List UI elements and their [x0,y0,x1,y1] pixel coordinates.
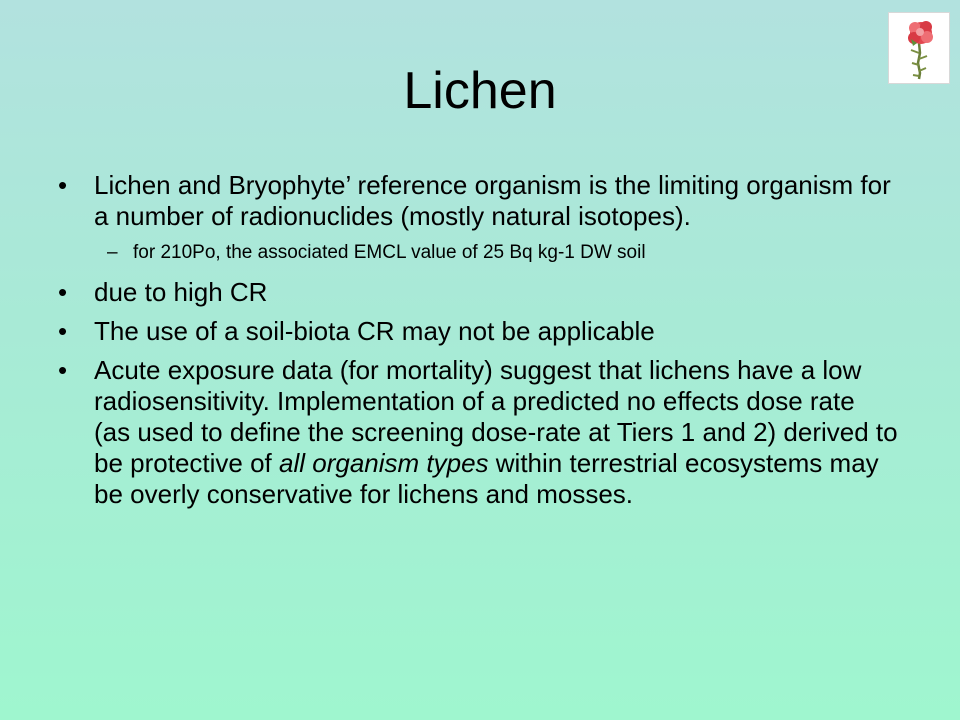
bullet-text: The use of a soil-biota CR may not be applicable [94,316,655,346]
bullet-text [94,355,898,509]
bullet-item [58,316,898,347]
bullet-marker: • [58,170,68,200]
bullet-marker: • [58,277,68,307]
bullet-text-emphasis: all organism types [279,448,489,478]
bullet-marker: • [58,316,68,346]
bullet-text: Lichen and Bryophyte’ reference organism is the limiting organism for a number of radionuclides (mostly natural isotopes). [94,170,891,231]
dash-marker: – [107,242,118,263]
sub-bullet-item [107,241,898,265]
bullet-text-part: within terrestrial ecosystems may be overly conservative for lichens and mosses. [94,448,879,509]
bullet-item [58,355,898,510]
bullet-text-part: Acute exposure data (for mortality) suggest that lichens have a low radiosensitivity. Implementation of a predicted no effects dose rate (as used to define the screening dose-rate at Tiers 1 and 2) derived to be protective of [94,355,898,478]
bullet-item [58,277,898,308]
bullet-item [58,170,898,232]
bullet-list [58,170,898,518]
bullet-marker: • [58,355,68,385]
flower-logo [888,12,950,84]
sub-bullet-text: for 210Po, the associated EMCL value of 25 Bq kg-1 DW soil [133,242,646,263]
bullet-text: due to high CR [94,277,268,307]
flower-icon [889,13,949,83]
slide-title: Lichen [403,62,557,120]
